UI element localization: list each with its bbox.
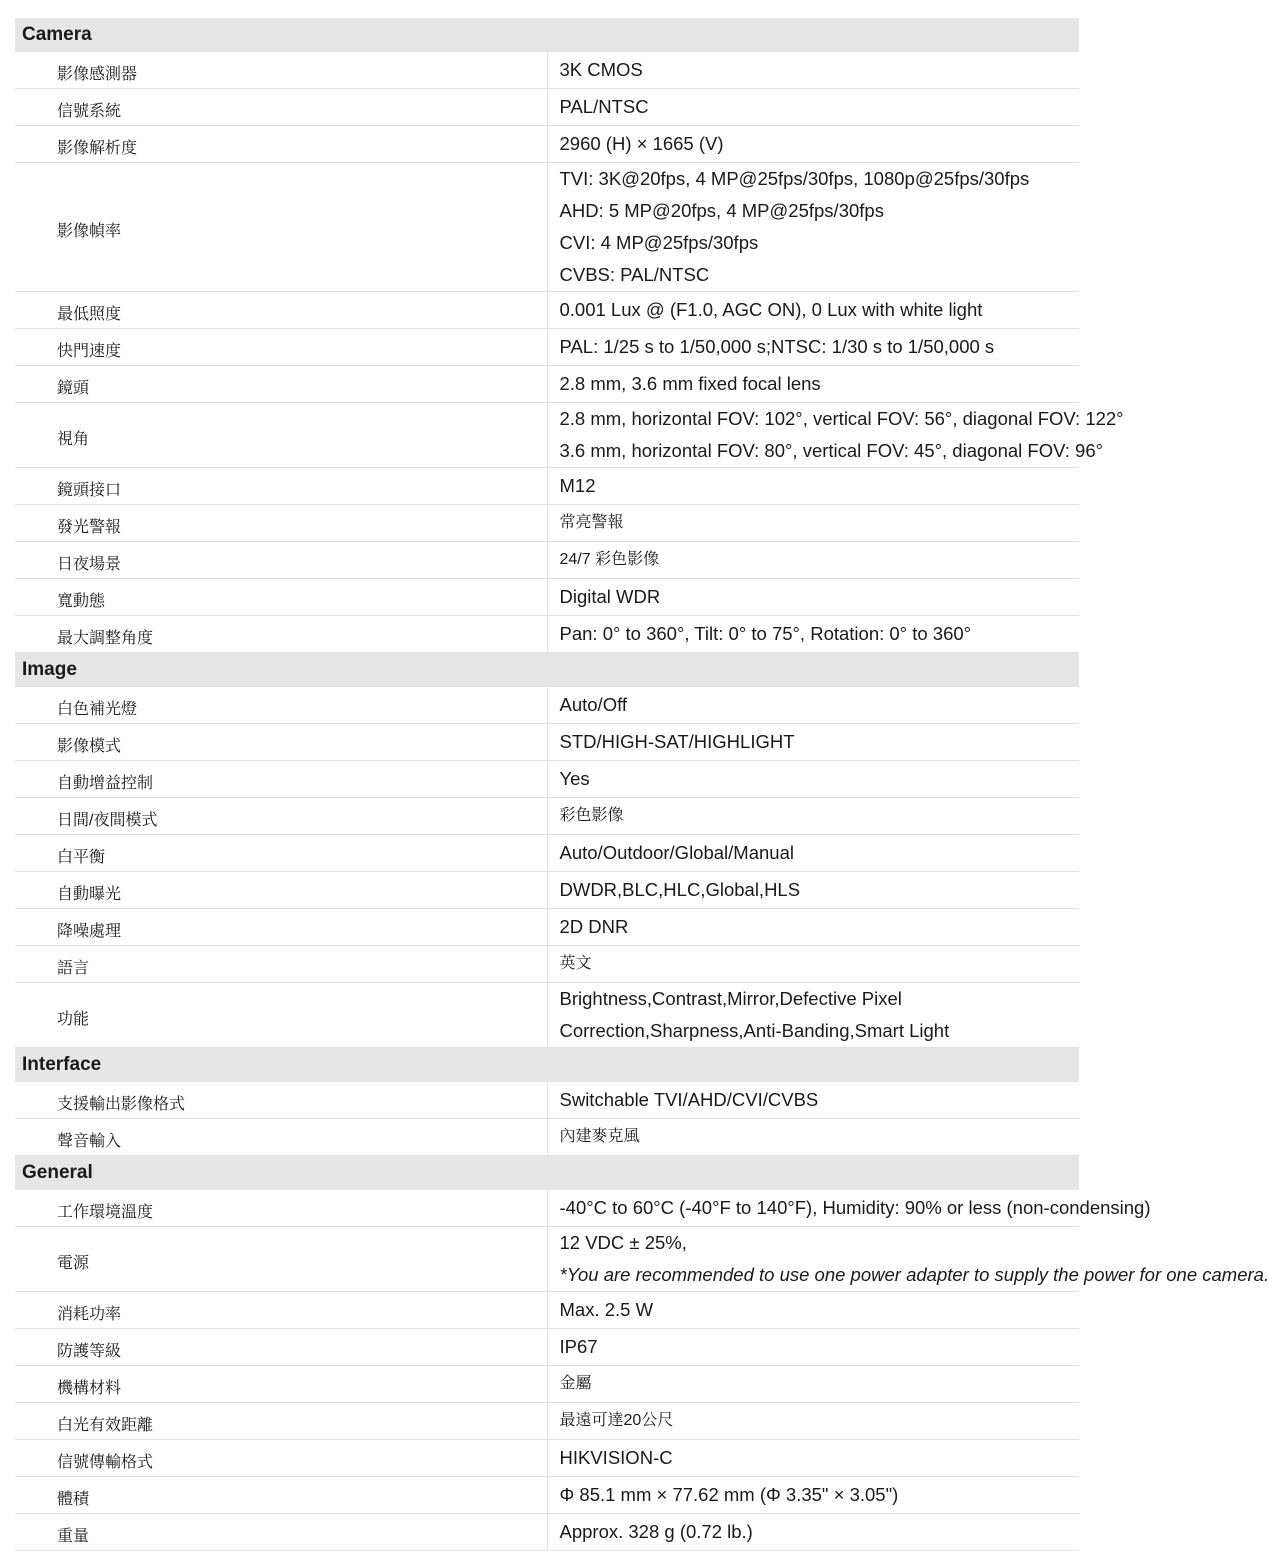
spec-label: 白光有效距離 — [15, 1403, 547, 1440]
spec-label: 最大調整角度 — [15, 616, 547, 653]
spec-row — [15, 1477, 1079, 1514]
spec-label: 功能 — [15, 983, 547, 1048]
spec-label: 降噪處理 — [15, 909, 547, 946]
spec-value — [547, 798, 1079, 835]
spec-value-line: Auto/Off — [559, 694, 628, 715]
spec-row — [15, 1082, 1079, 1119]
spec-value-line: Max. 2.5 W — [559, 1299, 654, 1320]
spec-value-line: 最遠可達20公尺 — [559, 1412, 674, 1429]
spec-label: 自動增益控制 — [15, 761, 547, 798]
spec-sheet — [15, 18, 1269, 1551]
spec-value-line: Switchable TVI/AHD/CVI/CVBS — [559, 1089, 819, 1110]
spec-value-line: DWDR,BLC,HLC,Global,HLS — [559, 879, 801, 900]
spec-label: 信號傳輸格式 — [15, 1440, 547, 1477]
spec-value-line: 3K CMOS — [559, 59, 643, 80]
spec-label: 日夜場景 — [15, 542, 547, 579]
spec-value — [547, 1440, 1079, 1477]
spec-value-line: PAL: 1/25 s to 1/50,000 s;NTSC: 1/30 s to 1/50,000 s — [559, 336, 995, 357]
spec-row — [15, 403, 1079, 468]
spec-label: 影像幀率 — [15, 163, 547, 292]
spec-row — [15, 1440, 1079, 1477]
spec-row — [15, 909, 1079, 946]
spec-row — [15, 616, 1079, 653]
spec-row — [15, 1227, 1079, 1292]
spec-value-line: Φ 85.1 mm × 77.62 mm (Φ 3.35" × 3.05") — [559, 1484, 899, 1505]
spec-row — [15, 163, 1079, 292]
spec-value-line: Pan: 0° to 360°, Tilt: 0° to 75°, Rotation: 0° to 360° — [559, 623, 972, 644]
section-title: General — [15, 1156, 1079, 1191]
spec-value — [547, 1514, 1079, 1551]
spec-label: 電源 — [15, 1227, 547, 1292]
spec-value-line: 3.6 mm, horizontal FOV: 80°, vertical FOV: 45°, diagonal FOV: 96° — [559, 440, 1104, 461]
spec-row — [15, 1366, 1079, 1403]
spec-label: 鏡頭 — [15, 366, 547, 403]
section-header-camera — [15, 18, 1079, 52]
spec-row — [15, 542, 1079, 579]
spec-value-line: STD/HIGH-SAT/HIGHLIGHT — [559, 731, 795, 752]
spec-label: 視角 — [15, 403, 547, 468]
spec-row — [15, 52, 1079, 89]
spec-value — [547, 1227, 1269, 1292]
spec-value — [547, 403, 1124, 468]
spec-row — [15, 329, 1079, 366]
spec-label: 白色補光燈 — [15, 687, 547, 724]
spec-row — [15, 983, 1079, 1048]
spec-value-line: 2.8 mm, horizontal FOV: 102°, vertical FOV: 56°, diagonal FOV: 122° — [559, 408, 1124, 429]
spec-value-line: 金屬 — [559, 1375, 592, 1392]
spec-label: 體積 — [15, 1477, 547, 1514]
spec-row — [15, 366, 1079, 403]
spec-value-line: *You are recommended to use one power adapter to supply the power for one camera. — [559, 1264, 1269, 1285]
spec-label: 最低照度 — [15, 292, 547, 329]
spec-value — [547, 724, 1079, 761]
spec-value-line: 0.001 Lux @ (F1.0, AGC ON), 0 Lux with white light — [559, 299, 983, 320]
spec-row — [15, 761, 1079, 798]
spec-label: 工作環境溫度 — [15, 1190, 547, 1227]
spec-value — [547, 835, 1079, 872]
spec-label: 防護等級 — [15, 1329, 547, 1366]
spec-value — [547, 505, 1079, 542]
spec-row — [15, 724, 1079, 761]
section-title: Image — [15, 653, 1079, 688]
spec-value — [547, 1477, 1079, 1514]
spec-label: 聲音輸入 — [15, 1119, 547, 1156]
spec-value-line: M12 — [559, 475, 596, 496]
spec-value — [547, 1329, 1079, 1366]
spec-value-line: HIKVISION-C — [559, 1447, 673, 1468]
spec-table — [15, 18, 1269, 1551]
spec-value-line: 常亮警報 — [559, 514, 624, 531]
spec-value-line: -40°C to 60°C (-40°F to 140°F), Humidity: 90% or less (non-condensing) — [559, 1197, 1151, 1218]
spec-value-line: 2.8 mm, 3.6 mm fixed focal lens — [559, 373, 821, 394]
section-header-general — [15, 1156, 1079, 1191]
spec-row — [15, 798, 1079, 835]
spec-row — [15, 468, 1079, 505]
spec-row — [15, 1403, 1079, 1440]
spec-value — [547, 579, 1079, 616]
spec-value — [547, 946, 1079, 983]
spec-value — [547, 329, 1079, 366]
spec-value — [547, 89, 1079, 126]
spec-row — [15, 126, 1079, 163]
spec-value — [547, 542, 1079, 579]
spec-value — [547, 468, 1079, 505]
spec-value-line: Yes — [559, 768, 590, 789]
spec-row — [15, 1190, 1079, 1227]
spec-value-line: IP67 — [559, 1336, 598, 1357]
section-title: Interface — [15, 1048, 1079, 1083]
spec-label: 語言 — [15, 946, 547, 983]
spec-value-line: Digital WDR — [559, 586, 661, 607]
spec-value — [547, 52, 1079, 89]
spec-value — [547, 761, 1079, 798]
section-header-image — [15, 653, 1079, 688]
spec-row — [15, 1329, 1079, 1366]
spec-label: 支援輸出影像格式 — [15, 1082, 547, 1119]
spec-label: 信號系統 — [15, 89, 547, 126]
spec-value-line: AHD: 5 MP@20fps, 4 MP@25fps/30fps — [559, 200, 884, 221]
spec-value — [547, 1082, 1079, 1119]
spec-value-line: 2D DNR — [559, 916, 629, 937]
spec-label: 影像解析度 — [15, 126, 547, 163]
spec-value-line: 24/7 彩色影像 — [559, 551, 660, 568]
section-title: Camera — [15, 18, 1079, 52]
spec-value — [547, 983, 1079, 1048]
spec-row — [15, 687, 1079, 724]
spec-value — [547, 1403, 1079, 1440]
spec-row — [15, 89, 1079, 126]
spec-value — [547, 616, 1079, 653]
spec-value — [547, 366, 1079, 403]
spec-value-line: 彩色影像 — [559, 807, 624, 824]
spec-value-line: CVBS: PAL/NTSC — [559, 264, 710, 285]
section-header-interface — [15, 1048, 1079, 1083]
spec-value-line: 2960 (H) × 1665 (V) — [559, 133, 724, 154]
spec-label: 自動曝光 — [15, 872, 547, 909]
spec-value — [547, 1366, 1079, 1403]
spec-label: 白平衡 — [15, 835, 547, 872]
spec-label: 消耗功率 — [15, 1292, 547, 1329]
spec-value — [547, 292, 1079, 329]
spec-value — [547, 1190, 1151, 1227]
spec-label: 重量 — [15, 1514, 547, 1551]
spec-row — [15, 835, 1079, 872]
spec-label: 發光警報 — [15, 505, 547, 542]
spec-value-line: 英文 — [559, 955, 592, 972]
spec-value-line: TVI: 3K@20fps, 4 MP@25fps/30fps, 1080p@25fps/30fps — [559, 168, 1030, 189]
spec-row — [15, 872, 1079, 909]
spec-value — [547, 872, 1079, 909]
spec-value — [547, 1119, 1079, 1156]
spec-row — [15, 1292, 1079, 1329]
spec-row — [15, 1119, 1079, 1156]
spec-label: 鏡頭接口 — [15, 468, 547, 505]
spec-label: 機構材料 — [15, 1366, 547, 1403]
spec-label: 日間/夜間模式 — [15, 798, 547, 835]
spec-row — [15, 505, 1079, 542]
spec-value — [547, 163, 1079, 292]
spec-label: 影像模式 — [15, 724, 547, 761]
spec-value — [547, 126, 1079, 163]
spec-label: 影像感測器 — [15, 52, 547, 89]
spec-value-line: Approx. 328 g (0.72 lb.) — [559, 1521, 753, 1542]
spec-value — [547, 909, 1079, 946]
spec-value-line: 12 VDC ± 25%, — [559, 1232, 687, 1253]
spec-row — [15, 292, 1079, 329]
spec-row — [15, 1514, 1079, 1551]
spec-label: 寬動態 — [15, 579, 547, 616]
spec-value-line: PAL/NTSC — [559, 96, 649, 117]
spec-value-line: Brightness,Contrast,Mirror,Defective Pixel Correction,Sharpness,Anti-Banding,Smart Light — [559, 988, 950, 1041]
spec-value-line: Auto/Outdoor/Global/Manual — [559, 842, 794, 863]
spec-label: 快門速度 — [15, 329, 547, 366]
spec-value-line: CVI: 4 MP@25fps/30fps — [559, 232, 759, 253]
spec-row — [15, 946, 1079, 983]
spec-value — [547, 687, 1079, 724]
spec-value-line: 內建麥克風 — [559, 1128, 640, 1145]
spec-value — [547, 1292, 1079, 1329]
spec-row — [15, 579, 1079, 616]
